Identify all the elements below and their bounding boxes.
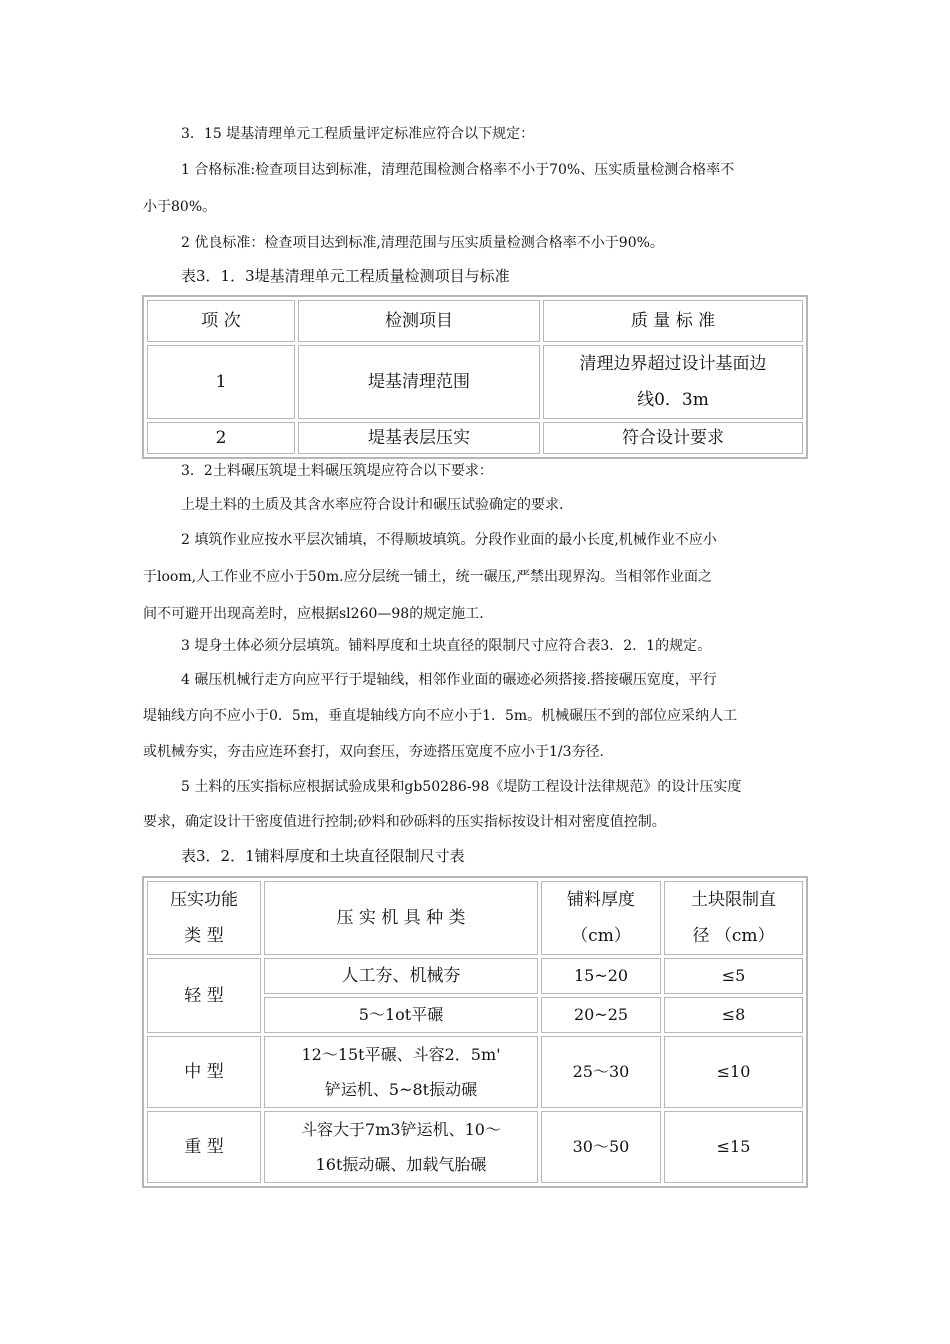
table2-cell-diameter: ≤15 <box>664 1111 803 1183</box>
section-32-p5-line1: 5 土料的压实指标应根据试验成果和gb50286-98《堤防工程设计法律规范》的设计压实度 <box>181 779 742 795</box>
section-315-item1-line2: 小于80%。 <box>143 199 217 215</box>
section-32-p4-line3: 或机械夯实，夯击应连环套打，双向套压，夯迹搭压宽度不应小于1/3夯径. <box>143 744 604 760</box>
table2-cell-type: 重 型 <box>147 1111 261 1183</box>
table2-cell-thickness: 30～50 <box>541 1111 661 1183</box>
table2-cell-machine-line2: 铲运机、5~8t振动碾 <box>324 1080 478 1099</box>
table2-cell-type: 中 型 <box>147 1036 261 1108</box>
section-32-p3: 3 堤身土体必须分层填筑。铺料厚度和土块直径的限制尺寸应符合表3．2．1的规定。 <box>181 638 712 654</box>
table2-cell-diameter: ≤10 <box>664 1036 803 1108</box>
table2-cell-machine <box>264 1111 538 1183</box>
table2-header-diameter-line1: 土块限制直 <box>691 890 776 910</box>
table2-cell-machine-line1: 12～15t平碾、斗容2．5m' <box>301 1045 501 1064</box>
section-32-p4-line2: 堤轴线方向不应小于0．5m，垂直堤轴线方向不应小于1．5m。机械碾压不到的部位应采纳人工 <box>143 708 738 724</box>
table2-header-diameter-line2: 径 （cm） <box>692 926 775 946</box>
table2-header-thickness-line2: （cm） <box>571 926 631 946</box>
table2-cell-type: 轻 型 <box>147 958 261 1033</box>
section-32-p2-line3: 间不可避开出现高差时，应根据sl260—98的规定施工. <box>143 606 484 622</box>
section-32-p1: 上堤土料的土质及其含水率应符合设计和碾压试验确定的要求. <box>181 497 564 513</box>
table2-cell-machine-line1: 斗容大于7m3铲运机、10～ <box>301 1120 501 1139</box>
section-32-heading: 3．2土料碾压筑堤土料碾压筑堤应符合以下要求： <box>181 463 493 479</box>
table2-header-type <box>147 881 261 955</box>
section-315-heading: 3．15 堤基清理单元工程质量评定标准应符合以下规定： <box>181 126 535 142</box>
section-32-p5-line2: 要求，确定设计干密度值进行控制;砂料和砂砾料的压实指标按设计相对密度值控制。 <box>143 814 666 830</box>
table1-header-item: 检测项目 <box>298 300 540 342</box>
table2-cell-diameter: ≤5 <box>664 958 803 994</box>
table1-cell-standard: 符合设计要求 <box>543 422 803 454</box>
table1-header-standard: 质 量 标 准 <box>543 300 803 342</box>
table2-cell-thickness: 15~20 <box>541 958 661 994</box>
table2-header-row <box>147 881 803 955</box>
table-row <box>147 958 803 994</box>
table2-cell-machine: 5～1ot平碾 <box>264 997 538 1033</box>
table-row <box>147 422 803 454</box>
table1-caption: 表3．1．3堤基清理单元工程质量检测项目与标准 <box>181 267 510 285</box>
table2 <box>142 876 808 1188</box>
table1-header-row <box>147 300 803 342</box>
table-row <box>147 1036 803 1108</box>
table2-header-type-line2: 类 型 <box>184 926 224 946</box>
table2-header-thickness-line1: 铺料厚度 <box>567 890 635 910</box>
table1-cell-item: 堤基清理范围 <box>298 345 540 419</box>
section-315-item2: 2 优良标准：检查项目达到标准,清理范围与压实质量检测合格率不小于90%。 <box>181 235 664 251</box>
table2-caption: 表3．2．1铺料厚度和土块直径限制尺寸表 <box>181 847 465 865</box>
table2-cell-thickness: 25～30 <box>541 1036 661 1108</box>
table2-cell-thickness: 20~25 <box>541 997 661 1033</box>
table1-cell-index: 2 <box>147 422 295 454</box>
table2-header-thickness <box>541 881 661 955</box>
section-32-p2-line2: 于loom,人工作业不应小于50m.应分层统一铺土，统一碾压,严禁出现界沟。当相邻作业面之 <box>143 569 713 585</box>
table2-header-type-line1: 压实功能 <box>170 890 238 910</box>
table2-header-machine: 压 实 机 具 种 类 <box>264 881 538 955</box>
table2-header-diameter <box>664 881 803 955</box>
table1-cell-standard <box>543 345 803 419</box>
section-32-p4-line1: 4 碾压机械行走方向应平行于堤轴线，相邻作业面的碾迹必须搭接.搭接碾压宽度，平行 <box>181 672 717 688</box>
table1 <box>142 295 808 459</box>
table-row <box>147 345 803 419</box>
table1-cell-standard-line2: 线0．3m <box>637 390 709 410</box>
table1-cell-standard-line1: 清理边界超过设计基面边 <box>579 354 767 374</box>
table2-cell-machine-line2: 16t振动碾、加载气胎碾 <box>315 1155 487 1174</box>
table-row <box>147 1111 803 1183</box>
table2-cell-diameter: ≤8 <box>664 997 803 1033</box>
table1-header-index: 项 次 <box>147 300 295 342</box>
section-315-item1-line1: 1 合格标准:检查项目达到标准，清理范围检测合格率不小于70%、压实质量检测合格率不 <box>181 162 735 178</box>
table2-cell-machine <box>264 1036 538 1108</box>
section-32-p2-line1: 2 填筑作业应按水平层次铺填，不得顺坡填筑。分段作业面的最小长度,机械作业不应小 <box>181 532 717 548</box>
table2-cell-machine: 人工夯、机械夯 <box>264 958 538 994</box>
table1-cell-index: 1 <box>147 345 295 419</box>
table1-cell-item: 堤基表层压实 <box>298 422 540 454</box>
